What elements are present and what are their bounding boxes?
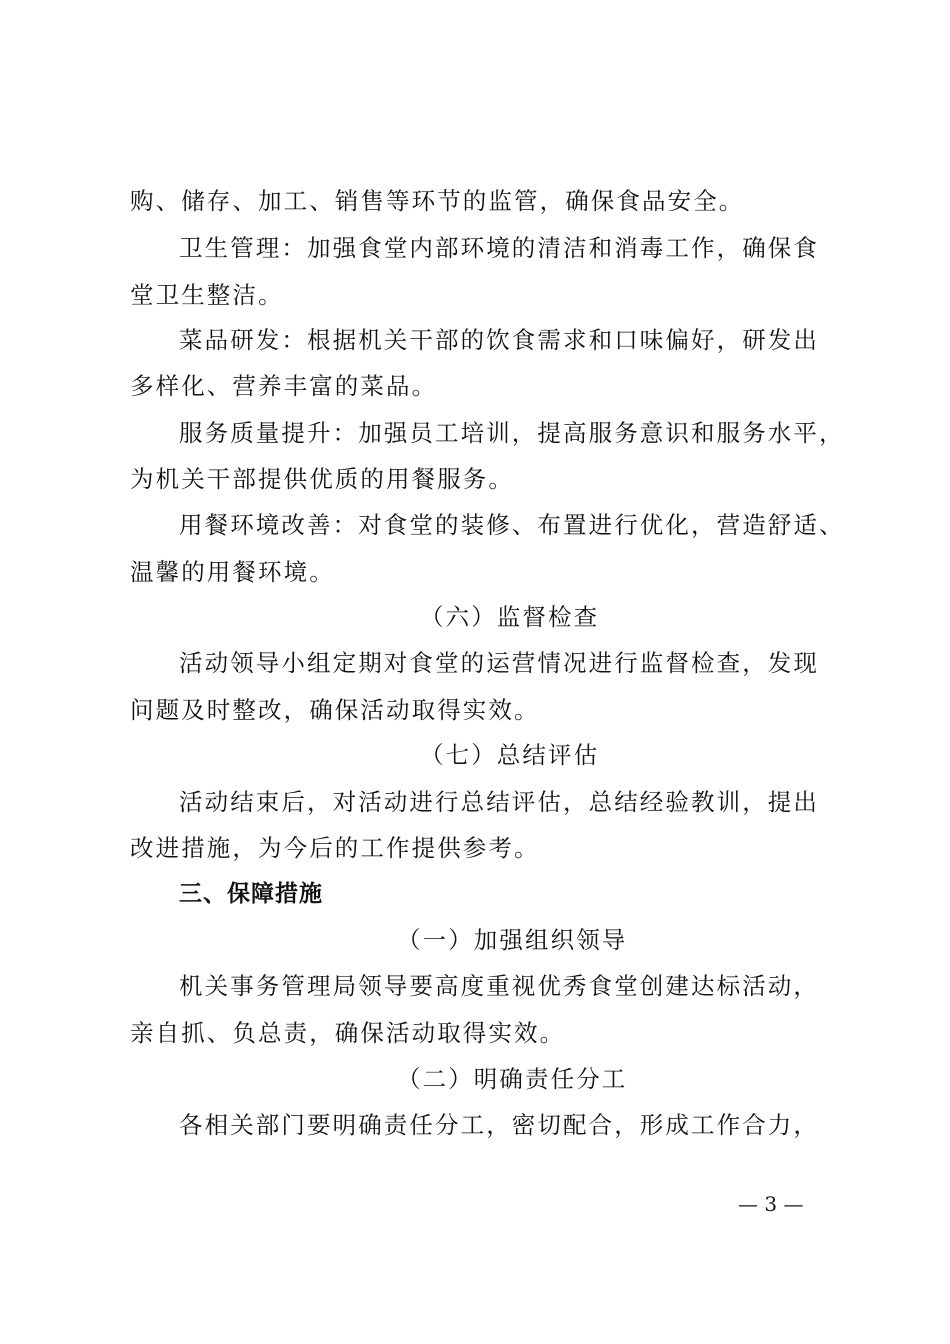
body-line: 活动领导小组定期对食堂的运营情况进行监督检查，发现 <box>179 649 819 677</box>
body-line: 机关事务管理局领导要高度重视优秀食堂创建达标活动， <box>179 972 819 1000</box>
section-heading: （六）监督检查 <box>420 603 600 631</box>
body-line: 问题及时整改，确保活动取得实效。 <box>130 696 540 724</box>
page-number: — 3 — <box>738 1192 804 1216</box>
body-line: 购、储存、加工、销售等环节的监管，确保食品安全。 <box>130 187 745 215</box>
body-line: 菜品研发：根据机关干部的饮食需求和口味偏好，研发出 <box>179 326 819 354</box>
section-heading: （二）明确责任分工 <box>397 1065 628 1093</box>
body-line: 服务质量提升：加强员工培训，提高服务意识和服务水平， <box>179 419 845 447</box>
body-line: 堂卫生整洁。 <box>130 281 284 309</box>
body-line: 改进措施，为今后的工作提供参考。 <box>130 834 540 862</box>
body-line: 各相关部门要明确责任分工，密切配合，形成工作合力， <box>179 1111 819 1139</box>
body-line: 用餐环境改善：对食堂的装修、布置进行优化，营造舒适、 <box>179 511 845 539</box>
body-line: 亲自抓、负总责，确保活动取得实效。 <box>130 1019 566 1047</box>
body-line: 多样化、营养丰富的菜品。 <box>130 372 438 400</box>
body-line: 为机关干部提供优质的用餐服务。 <box>130 465 514 493</box>
section-heading: （七）总结评估 <box>420 741 600 769</box>
body-line: 活动结束后，对活动进行总结评估，总结经验教训，提出 <box>179 788 819 816</box>
body-line: 卫生管理：加强食堂内部环境的清洁和消毒工作，确保食 <box>179 234 819 262</box>
chapter-heading: 三、保障措施 <box>179 881 323 907</box>
section-heading: （一）加强组织领导 <box>397 926 628 954</box>
body-line: 温馨的用餐环境。 <box>130 558 335 586</box>
